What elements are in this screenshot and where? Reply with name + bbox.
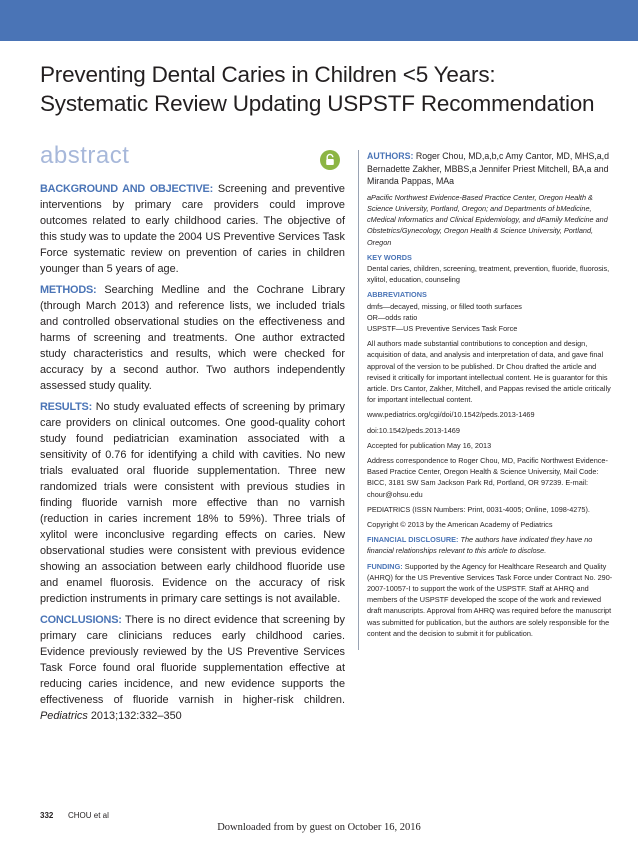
methods-text: Searching Medline and the Cochrane Library (through March 2013) and reference lists, we included trials and controlled observational studies on the effectiveness and harms of screening and treatments. One author extracted study characteristics and results, which were checked for accuracy by a second author. Two authors independently assessed study quality.: [40, 284, 345, 392]
accepted-date: Accepted for publication May 16, 2013: [367, 440, 492, 450]
article-doi: doi:10.1542/peds.2013-1469: [367, 425, 460, 435]
abbreviation-item: dmfs—decayed, missing, or filled tooth surfaces: [367, 301, 522, 311]
methods-label: METHODS:: [40, 284, 97, 296]
funding-text: Supported by the Agency for Healthcare Research and Quality (AHRQ) for the US Preventive Services Task Force under Contract No. 290-2007-10057-I to support the work of the USPSTF. Staff at AHRQ and members of the USPSTF developed the scope of the work and reviewed draft manuscripts. Approval from AHRQ was required before the manuscript was submitted for publication, but the authors are solely responsible for the content and the decision to submit it for publication.: [367, 561, 613, 638]
background-label: BACKGROUND AND OBJECTIVE:: [40, 183, 214, 195]
financial-text: The authors have indicated they have no financial relationships relevant to this article to disclose.: [367, 535, 593, 556]
abbreviations-heading: ABBREVIATIONS: [367, 290, 427, 300]
open-access-lock-icon: [320, 150, 340, 170]
abstract-results: [40, 399, 345, 607]
correspondence-address: Address correspondence to Roger Chou, MD, Pacific Northwest Evidence-Based Practice Center, Oregon Health & Science University, Mail Code: BICC, 3181 SW Sam Jackson Park Rd, Portland, OR 97239. E-mail: chour@ohsu.edu: [367, 456, 608, 499]
funding-statement: [367, 561, 615, 639]
article-title: [40, 60, 620, 118]
financial-disclosure: [367, 534, 615, 556]
abstract-methods: [40, 282, 345, 394]
issn-line: PEDIATRICS (ISSN Numbers: Print, 0031-4005; Online, 1098-4275).: [367, 504, 590, 514]
results-label: RESULTS:: [40, 401, 93, 413]
keywords-text: Dental caries, children, screening, treatment, prevention, fluoride, fluorosis, xylitol, education, counseling: [367, 264, 610, 285]
page-number: 332: [40, 811, 54, 820]
column-divider: [358, 150, 359, 650]
article-info-sidebar: [367, 150, 615, 643]
conclusions-text: There is no direct evidence that screening by primary care clinicians reduces early childhood caries. Evidence previously reviewed by the US Preventive Services Task Force found oral fluoride supplementation effective at reducing caries incidence, and new evidence supports the effectiveness of fluoride varnish in higher-risk children.: [40, 614, 345, 706]
abstract-heading: abstract: [40, 142, 130, 169]
citation-rest: 2013;132:332–350: [87, 710, 182, 722]
affiliations: aPacific Northwest Evidence-Based Practice Center, Oregon Health & Science University, Portland, Oregon; and Departments of bMedicine, cMedical Informatics and Clinical Epidemiology, and dFamily Medicine and Obstetrics/Gynecology, Oregon Health & Science University, Portland, Oregon: [367, 192, 608, 247]
keywords-heading: KEY WORDS: [367, 252, 412, 262]
running-author: CHOU et al: [68, 811, 109, 820]
funding-label: FUNDING:: [367, 561, 403, 571]
authors-block: [367, 150, 615, 188]
title-line-1: Preventing Dental Caries in Children <5 Years:: [40, 62, 496, 87]
download-note: Downloaded from by guest on October 16, 2016: [217, 822, 421, 833]
contributions-statement: All authors made substantial contributions to conception and design, acquisition of data, and analysis and interpretation of data, and gave final approval of the version to be published. Dr Chou drafted the article and revised it critically for important intellectual content. He is guarantor for this article. Drs Cantor, Zakher, Mitchell, and Pappas revised the article critically for important intellectual content.: [367, 339, 611, 405]
article-url: www.pediatrics.org/cgi/doi/10.1542/peds.2013-1469: [367, 410, 535, 420]
citation-journal: Pediatrics: [40, 710, 88, 722]
copyright-line: Copyright © 2013 by the American Academy of Pediatrics: [367, 520, 553, 530]
abbreviation-item: USPSTF—US Preventive Services Task Force: [367, 324, 518, 334]
authors-text: Roger Chou, MD,a,b,c Amy Cantor, MD, MHS,a,d Bernadette Zakher, MBBS,a Jennifer Priest Mitchell, BA,a and Miranda Pappas, MAa: [367, 151, 609, 187]
conclusions-label: CONCLUSIONS:: [40, 614, 122, 626]
title-line-2: Systematic Review Updating USPSTF Recommendation: [40, 91, 595, 116]
top-color-bar: [0, 0, 638, 41]
abstract-body: [40, 181, 345, 729]
background-text: Screening and preventive interventions by primary care providers could improve outcomes related to early childhood caries. The objective of this study was to update the 2004 US Preventive Services Task Force systematic review on prevention of caries in children younger than 5 years of age.: [40, 183, 345, 275]
abstract-conclusions: [40, 612, 345, 724]
authors-label: AUTHORS:: [367, 151, 414, 161]
results-text: No study evaluated effects of screening by primary care providers on clinical outcomes. One good-quality cohort study found pediatrician examination associated with a sensitivity of 0.76 for identifying a child with cavities. No new trials evaluated oral fluoride supplementation. Three new randomized trials were consistent with previous studies in finding fluoride varnish more effective than no varnish (reduction in caries increment 18% to 59%). Three trials of xylitol were inconclusive regarding effects on caries. New observational studies were consistent with previous evidence showing an association between early childhood fluoride use and enamel fluorosis. Evidence on the accuracy of risk prediction instruments in primary care settings is not available.: [40, 401, 345, 605]
financial-label: FINANCIAL DISCLOSURE:: [367, 535, 459, 545]
abstract-background: [40, 181, 345, 277]
abbreviation-item: OR—odds ratio: [367, 312, 418, 322]
